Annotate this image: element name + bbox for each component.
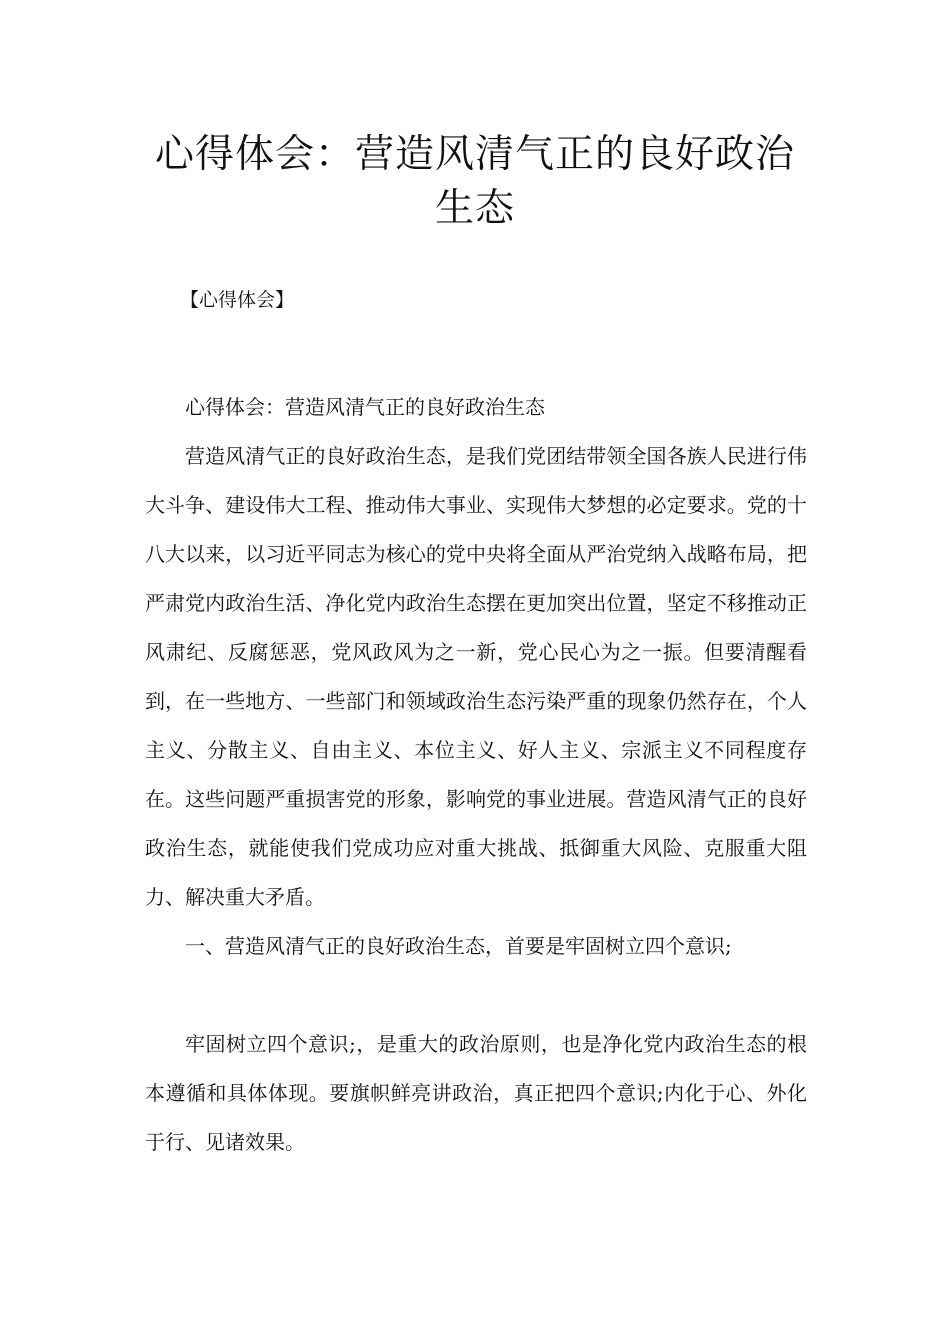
paragraph-subtitle: 心得体会：营造风清气正的良好政治生态 <box>185 395 545 419</box>
paragraph-section-heading: 一、营造风清气正的良好政治生态，首要是牢固树立四个意识; <box>185 934 732 958</box>
category-tag: 【心得体会】 <box>180 289 295 311</box>
paragraph-section-body: 牢固树立四个意识;，是重大的政治原则，也是净化党内政治生态的根本遵循和具体体现。要旗帜鲜亮讲政治，真正把四个意识;内化于心、外化于行、见诸效果。 <box>145 1032 807 1154</box>
paragraph-intro: 营造风清气正的良好政治生态，是我们党团结带领全国各族人民进行伟大斗争、建设伟大工程、推动伟大事业、实现伟大梦想的必定要求。党的十八大以来，以习近平同志为核心的党中央将全面从严治党纳入战略布局，把严肃党内政治生活、净化党内政治生态摆在更加突出位置，坚定不移推动正风肃纪、反腐惩恶，党风政风为之一新，党心民心为之一振。但要清醒看到，在一些地方、一些部门和领域政治生态污染严重的现象仍然存在，个人主义、分散主义、自由主义、本位主义、好人主义、宗派主义不同程度存在。这些问题严重损害党的形象，影响党的事业进展。营造风清气正的良好政治生态，就能使我们党成功应对重大挑战、抵御重大风险、克服重大阻力、解决重大矛盾。 <box>145 444 807 909</box>
document-title: 心得体会：营造风清气正的良好政治生态 <box>154 132 795 231</box>
document-body <box>145 383 807 1167</box>
